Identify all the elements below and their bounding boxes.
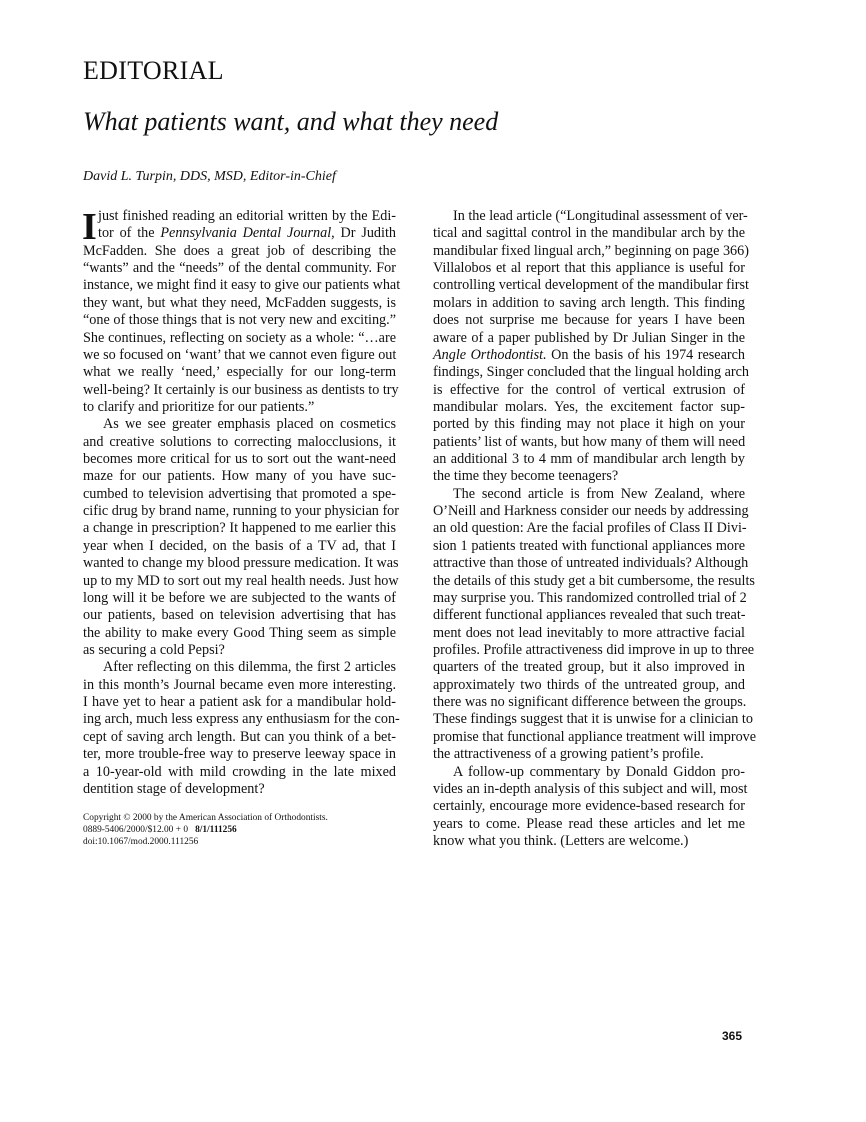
text-line: long will it be before we are subjected to the wants of: [83, 589, 396, 606]
text-line: well-being? It certainly is our business as dentists to try: [83, 381, 399, 398]
text-line: molars in addition to saving arch length. This finding: [433, 294, 745, 311]
text-line: there was no significant difference between the groups.: [433, 694, 747, 711]
text-line: cept of saving arch length. But can you think of a bet-: [83, 728, 396, 745]
paragraph: [433, 485, 757, 764]
text-line: cific drug by brand name, running to your physician for: [83, 503, 399, 520]
text-line: O’Neill and Harkness consider our needs by addressing: [433, 503, 749, 520]
text-line: As we see greater emphasis placed on cosmetics: [103, 416, 396, 433]
text-line: what we really ‘need,’ especially for our long-term: [83, 364, 396, 381]
text-line: the ability to make every Good Thing seem as simple: [83, 624, 396, 641]
right-column: [433, 208, 757, 850]
article-title: What patients want, and what they need: [83, 107, 499, 136]
text-line: up to my MD to sort out my real health needs. Just how: [83, 572, 399, 589]
paragraph: [433, 763, 748, 851]
text-line: they want, but what they need, McFadden suggests, is: [83, 294, 396, 311]
text-line: instance, we might find it easy to give our patients what: [83, 277, 401, 294]
issn-line: [83, 824, 328, 836]
text-line: certainly, encourage more evidence-based research for: [433, 798, 745, 815]
text-line: “one of those things that is not very new and exciting.”: [83, 312, 396, 329]
text-line: an old question: Are the facial profiles of Class II Divi-: [433, 520, 747, 537]
page-number: 365: [722, 1029, 743, 1043]
text-line: aware of a paper published by Dr Julian Singer in the: [433, 329, 745, 346]
text-line: findings, Singer concluded that the lingual holding arch: [433, 364, 749, 381]
drop-cap: I: [82, 206, 97, 248]
text-line: vides an in-depth analysis of this subject and will, most: [433, 780, 748, 797]
text-line: our patients, based on television advertising that has: [83, 607, 396, 624]
text-line: Angle Orthodontist. On the basis of his 1974 research: [433, 346, 745, 363]
text-line: the details of this study get a bit cumbersome, the results: [433, 572, 755, 589]
text-line: wanted to change my blood pressure medication. It was: [83, 555, 399, 572]
text-line: I have yet to hear a patient ask for a mandibular hold-: [83, 694, 396, 711]
text-line: The second article is from New Zealand, where: [453, 485, 745, 502]
copyright-notice: [83, 812, 328, 848]
text-line: maze for our patients. How many of you have suc-: [83, 468, 396, 485]
text-line: dentition stage of development?: [83, 780, 265, 797]
text-line: in this month’s Journal became even more interesting.: [83, 676, 396, 693]
text-line: to clarify and prioritize for our patients.”: [83, 398, 315, 415]
text-line: tor of the Pennsylvania Dental Journal, Dr Judith: [98, 225, 396, 242]
text-line: different functional appliances revealed that such treat-: [433, 607, 746, 624]
text-line: attractive than those of untreated individuals? Although: [433, 555, 749, 572]
text-line: cumbed to television advertising that promoted a spe-: [83, 485, 396, 502]
text-line: a 10-year-old with mild crowding in the late mixed: [83, 763, 396, 780]
text-line: Villalobos et al report that this appliance is useful for: [433, 260, 745, 277]
text-line: ter, more trouble-free way to preserve leeway space in: [83, 746, 396, 763]
text-line: approximately two thirds of the untreated group, and: [433, 676, 745, 693]
text-line: may surprise you. This randomized controlled trial of 2: [433, 589, 747, 606]
doi-line: doi:10.1067/mod.2000.111256: [83, 837, 199, 847]
text-line: is effective for the control of vertical extrusion of: [433, 381, 745, 398]
issn: 0889-5406/2000/$12.00 + 0: [83, 825, 189, 835]
text-line: an additional 3 to 4 mm of mandibular arch length by: [433, 451, 745, 468]
text-line: patients’ list of wants, but how many of them will need: [433, 433, 746, 450]
text-line: ment does not lead inevitably to more attractive facial: [433, 624, 745, 641]
paragraph: [83, 659, 400, 798]
author-line: David L. Turpin, DDS, MSD, Editor-in-Chief: [83, 169, 336, 184]
left-column: [82, 206, 401, 798]
text-line: quarters of the treated group, but it also improved in: [433, 659, 745, 676]
text-line: becomes more critical for us to sort out the want-need: [83, 451, 396, 468]
article-code: 8/1/111256: [195, 825, 237, 835]
text-line: McFadden. She does a great job of describing the: [83, 242, 396, 259]
text-line: just finished reading an editorial written by the Edi-: [98, 208, 396, 224]
text-line: ing arch, much less express any enthusiasm for the con-: [83, 711, 400, 728]
text-line: we so focused on ‘want’ that we cannot even figure out: [83, 346, 397, 363]
copyright-line: Copyright © 2000 by the American Association of Orthodontists.: [83, 813, 328, 823]
text-line: and creative solutions to correcting malocclusions, it: [83, 433, 396, 450]
text-line: the time they become teenagers?: [433, 468, 619, 485]
text-line: sion 1 patients treated with functional appliances more: [433, 537, 745, 554]
text-line: promise that functional appliance treatment will improve: [433, 728, 757, 745]
text-line: “wants” and the “needs” of the dental community. For: [83, 260, 396, 277]
text-line: profiles. Profile attractiveness did improve in up to three: [433, 641, 755, 658]
text-line: ported by this finding may not place it high on your: [433, 416, 745, 433]
text-line: She continues, reflecting on society as a whole: “…are: [83, 329, 396, 346]
text-line: mandibular fixed lingual arch,” beginning on page 366): [433, 242, 749, 259]
text-line: a change in prescription? It happened to me earlier this: [83, 520, 396, 537]
text-line: mandibular molars. Yes, the excitement factor sup-: [433, 398, 745, 415]
paragraph: [433, 208, 749, 486]
paragraph: [83, 416, 399, 659]
text-line: year when I decided, on the basis of a TV ad, that I: [83, 537, 396, 554]
section-heading: EDITORIAL: [83, 56, 224, 85]
text-line: the attractiveness of a growing patient’s profile.: [433, 746, 704, 763]
text-line: These findings suggest that it is unwise for a clinician to: [433, 711, 753, 728]
paragraph: [83, 208, 401, 416]
text-line: years to come. Please read these articles and let me: [433, 815, 745, 832]
text-line: A follow-up commentary by Donald Giddon pro-: [453, 763, 745, 780]
text-line: controlling vertical development of the mandibular first: [433, 277, 749, 294]
text-line: In the lead article (“Longitudinal assessment of ver-: [453, 208, 748, 224]
text-line: tical and sagittal control in the mandibular arch by the: [433, 225, 745, 242]
text-line: know what you think. (Letters are welcome.): [433, 832, 689, 849]
text-line: does not surprise me because for years I have been: [433, 312, 745, 329]
text-line: as securing a cold Pepsi?: [83, 641, 225, 658]
text-line: After reflecting on this dilemma, the first 2 articles: [103, 659, 396, 676]
